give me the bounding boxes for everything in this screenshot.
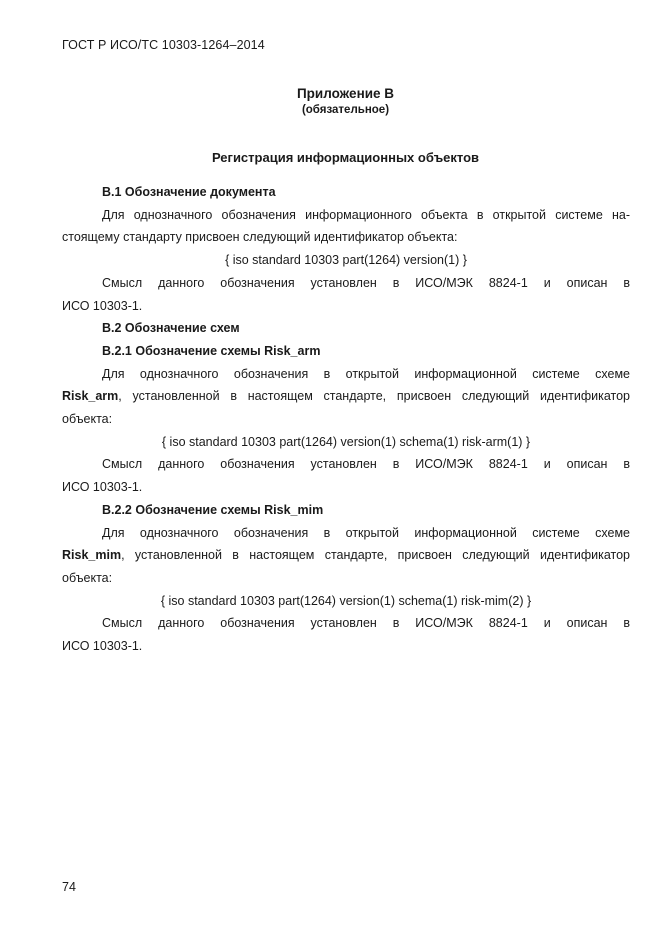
document-body	[62, 181, 630, 658]
b1-paragraph-line1: Для однозначного обозначения информационного объекта в открытой системе на-	[102, 207, 630, 222]
b22-schema-name: Risk_mim	[62, 548, 122, 563]
b1-paragraph-line2: стоящему стандарту присвоен следующий идентификатор объекта:	[62, 230, 458, 245]
section-b22-heading: В.2.2 Обозначение схемы Risk_mim	[102, 502, 324, 517]
b1-identifier: { iso standard 10303 part(1264) version(1) }	[225, 253, 467, 268]
b21-identifier: { iso standard 10303 part(1264) version(1) schema(1) risk-arm(1) }	[161, 434, 531, 449]
b21-paragraph-line1: Для однозначного обозначения в открытой информационной системе схеме	[102, 366, 630, 381]
section-b21-heading: В.2.1 Обозначение схемы Risk_arm	[102, 343, 321, 358]
page-number: 74	[62, 880, 76, 894]
b21-meaning-line2: ИСО 10303-1.	[62, 480, 143, 495]
section-title: Регистрация информационных объектов	[211, 150, 480, 165]
b1-meaning-line1: Смысл данного обозначения установлен в ИСО/МЭК 8824-1 и описан в	[102, 275, 630, 290]
b22-paragraph-line2-rest: , установленной в настоящем стандарте, присвоен следующий идентификатор	[121, 548, 630, 563]
b21-paragraph-line3: объекта:	[62, 412, 113, 427]
b22-paragraph-line1: Для однозначного обозначения в открытой информационной системе схеме	[102, 525, 630, 540]
b22-paragraph-line2	[62, 544, 630, 567]
b22-paragraph-line3: объекта:	[62, 570, 113, 585]
b22-meaning-line2: ИСО 10303-1.	[62, 639, 143, 654]
b22-identifier: { iso standard 10303 part(1264) version(1) schema(1) risk-mim(2) }	[160, 593, 532, 608]
standard-header: ГОСТ Р ИСО/ТС 10303-1264–2014	[62, 38, 265, 52]
b22-meaning-line1: Смысл данного обозначения установлен в ИСО/МЭК 8824-1 и описан в	[102, 616, 630, 631]
b1-meaning-line2: ИСО 10303-1.	[62, 298, 143, 313]
appendix-subtitle: (обязательное)	[301, 104, 390, 116]
b21-paragraph-line2-rest: , установленной в настоящем стандарте, присвоен следующий идентификатор	[118, 389, 630, 404]
appendix-title: Приложение В	[296, 86, 395, 101]
section-b2-heading: В.2 Обозначение схем	[102, 321, 240, 336]
section-b1-heading: В.1 Обозначение документа	[102, 185, 276, 199]
b21-meaning-line1: Смысл данного обозначения установлен в ИСО/МЭК 8824-1 и описан в	[102, 457, 630, 472]
b21-schema-name: Risk_arm	[62, 389, 119, 404]
b21-paragraph-line2	[62, 385, 630, 408]
